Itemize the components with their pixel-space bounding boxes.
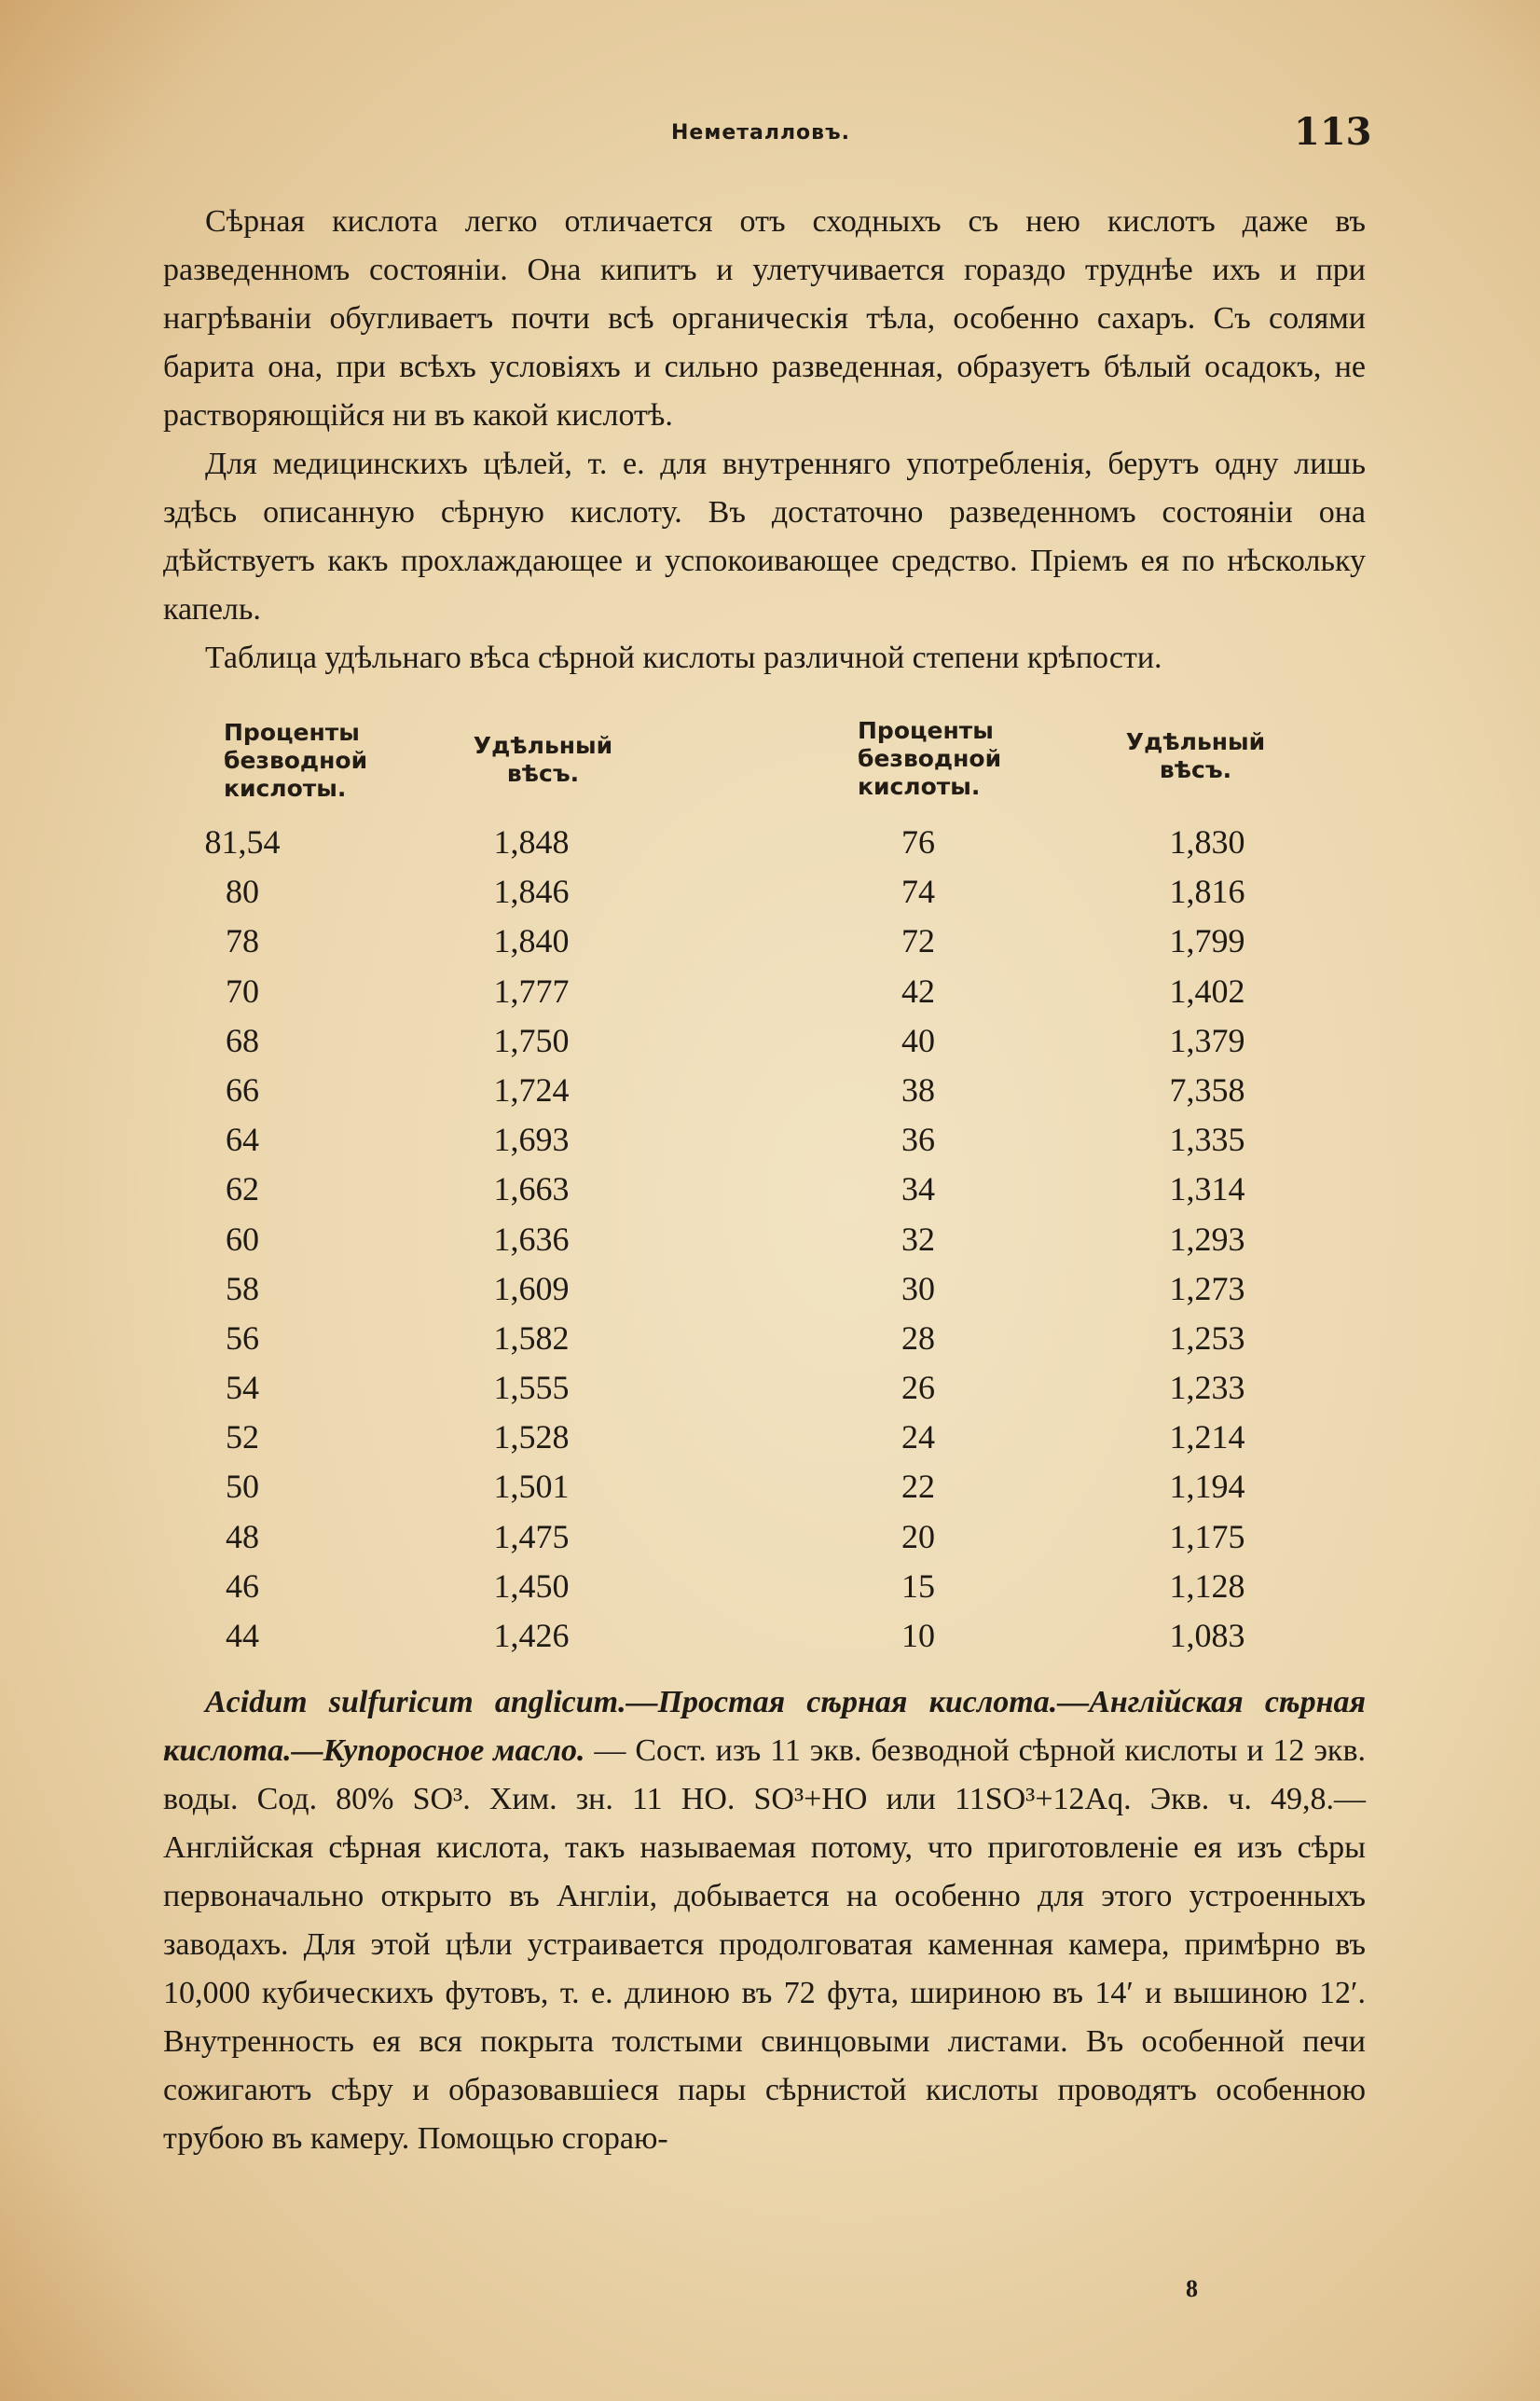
percent-left-cell: 54 xyxy=(226,1369,259,1407)
percent-right-cell: 15 xyxy=(901,1566,935,1605)
percent-left-cell: 56 xyxy=(226,1318,259,1357)
percent-left-cell: 48 xyxy=(226,1517,259,1555)
percent-right-cell: 28 xyxy=(901,1318,935,1357)
sg-left-cell: 1,693 xyxy=(493,1121,570,1159)
percent-right-cell: 76 xyxy=(901,823,935,861)
percent-right-cell: 34 xyxy=(901,1170,935,1208)
percent-left-cell: 46 xyxy=(226,1566,259,1605)
sg-right-cell: 1,194 xyxy=(1169,1468,1245,1506)
sg-left-cell: 1,848 xyxy=(493,823,570,861)
percent-left-cell: 50 xyxy=(226,1468,259,1506)
sg-left-cell: 1,501 xyxy=(493,1468,570,1506)
sg-right-cell: 1,379 xyxy=(1169,1021,1245,1059)
signature-mark: 8 xyxy=(1186,2275,1198,2302)
percent-left-cell: 81,54 xyxy=(204,823,281,861)
table-row xyxy=(163,1413,1366,1462)
sg-left-cell: 1,426 xyxy=(493,1617,570,1654)
table-title: Таблица удѣльнаго вѣса сѣрной кислоты различной степени крѣпости. xyxy=(205,641,1162,675)
sg-right-cell: 1,253 xyxy=(1169,1318,1245,1357)
percent-right-cell: 74 xyxy=(901,873,935,911)
table-row xyxy=(163,1562,1366,1611)
sg-right-cell: 1,214 xyxy=(1169,1418,1245,1456)
percent-right-cell: 30 xyxy=(901,1269,935,1307)
sg-left-cell: 1,582 xyxy=(493,1318,570,1357)
percent-right-cell: 32 xyxy=(901,1220,935,1258)
sg-right-cell: 1,083 xyxy=(1169,1617,1245,1654)
running-head: Неметалловъ. xyxy=(671,121,850,145)
table-row xyxy=(163,867,1366,917)
percent-right-cell: 10 xyxy=(901,1617,935,1654)
table-row xyxy=(163,1115,1366,1165)
percent-right-cell: 20 xyxy=(901,1517,935,1555)
sg-right-cell: 1,128 xyxy=(1169,1566,1245,1605)
table-row xyxy=(163,1016,1366,1066)
sg-right-cell: 1,830 xyxy=(1169,823,1245,861)
table-row xyxy=(163,1462,1366,1511)
percent-right-cell: 42 xyxy=(901,972,935,1010)
sg-right-cell: 1,816 xyxy=(1169,873,1245,911)
sg-left-cell: 1,663 xyxy=(493,1170,570,1208)
sg-left-cell: 1,528 xyxy=(493,1418,570,1456)
sg-right-cell: 1,175 xyxy=(1169,1517,1245,1555)
table-row xyxy=(163,1363,1366,1413)
percent-left-cell: 66 xyxy=(226,1070,259,1109)
percent-left-cell: 58 xyxy=(226,1269,259,1307)
percent-right-cell: 26 xyxy=(901,1369,935,1407)
sg-left-cell: 1,609 xyxy=(493,1269,570,1307)
sg-right-cell: 1,314 xyxy=(1169,1170,1245,1208)
percent-left-cell: 70 xyxy=(226,972,259,1010)
table-header xyxy=(163,713,1366,816)
percent-left-cell: 52 xyxy=(226,1418,259,1456)
header-percent-right: Проценты безводной кислоты. xyxy=(858,717,1002,800)
table-row xyxy=(163,917,1366,966)
percent-left-cell: 80 xyxy=(226,873,259,911)
percent-right-cell: 36 xyxy=(901,1121,935,1159)
header-sg-right: Удѣльный вѣсъ. xyxy=(1125,728,1266,783)
paragraph-3-lead: Acidum sulfuricum anglicum.—Простая сѣрная кислота.—Англійская сѣрная кислота.—Купоросное масло. xyxy=(163,1685,1366,1768)
sg-left-cell: 1,777 xyxy=(493,972,570,1010)
percent-left-cell: 44 xyxy=(226,1617,259,1654)
table-row xyxy=(163,1066,1366,1115)
sg-left-cell: 1,750 xyxy=(493,1021,570,1059)
intro-text xyxy=(163,198,1366,683)
sg-left-cell: 1,555 xyxy=(493,1369,570,1407)
paragraph-1: Сѣрная кислота легко отличается отъ сходныхъ съ нею кислотъ даже въ разведенномъ состояніи. Она кипитъ и улетучивается гораздо труднѣе ихъ и при нагрѣваніи обугливаетъ почти всѣ органическія тѣла, особенно сахаръ. Съ солями барита она, при всѣхъ условіяхъ и сильно разведенная, образуетъ бѣлый осадокъ, не растворяющійся ни въ какой кислотѣ. xyxy=(163,204,1366,433)
percent-left-cell: 60 xyxy=(226,1220,259,1258)
sg-left-cell: 1,840 xyxy=(493,922,570,960)
percent-right-cell: 72 xyxy=(901,922,935,960)
specific-gravity-table xyxy=(163,713,1366,1654)
acidum-section xyxy=(163,1678,1366,2163)
paragraph-2: Для медицинскихъ цѣлей, т. е. для внутренняго употребленія, берутъ одну лишь здѣсь описанную сѣрную кислоту. Въ достаточно разведенномъ состояніи она дѣйствуетъ какъ прохлаждающее и успокоивающее средство. Пріемъ ея по нѣскольку капель. xyxy=(163,447,1366,627)
sg-right-cell: 1,233 xyxy=(1169,1369,1245,1407)
sg-right-cell: 1,335 xyxy=(1169,1121,1245,1159)
table-row xyxy=(163,1165,1366,1214)
percent-left-cell: 62 xyxy=(226,1170,259,1208)
percent-right-cell: 22 xyxy=(901,1468,935,1506)
page-header xyxy=(0,110,1540,157)
sg-left-cell: 1,846 xyxy=(493,873,570,911)
sg-left-cell: 1,450 xyxy=(493,1566,570,1605)
header-percent-left: Проценты безводной кислоты. xyxy=(224,719,368,802)
table-row xyxy=(163,1512,1366,1562)
table-body xyxy=(163,818,1366,1661)
sg-left-cell: 1,636 xyxy=(493,1220,570,1258)
table-row xyxy=(163,1264,1366,1314)
sg-right-cell: 1,799 xyxy=(1169,922,1245,960)
percent-left-cell: 78 xyxy=(226,922,259,960)
header-sg-left: Удѣльный вѣсъ. xyxy=(473,732,613,787)
percent-left-cell: 68 xyxy=(226,1021,259,1059)
table-row xyxy=(163,1215,1366,1264)
table-row xyxy=(163,967,1366,1016)
page-number: 113 xyxy=(1294,110,1372,154)
table-row xyxy=(163,1314,1366,1363)
sg-right-cell: 1,402 xyxy=(1169,972,1245,1010)
sg-left-cell: 1,724 xyxy=(493,1070,570,1109)
percent-right-cell: 40 xyxy=(901,1021,935,1059)
sg-left-cell: 1,475 xyxy=(493,1517,570,1555)
sg-right-cell: 1,293 xyxy=(1169,1220,1245,1258)
sg-right-cell: 1,273 xyxy=(1169,1269,1245,1307)
table-row xyxy=(163,818,1366,867)
percent-right-cell: 24 xyxy=(901,1418,935,1456)
percent-left-cell: 64 xyxy=(226,1121,259,1159)
sg-right-cell: 7,358 xyxy=(1169,1070,1245,1109)
paragraph-3 xyxy=(163,1678,1366,2163)
paragraph-3-rest: — Сост. изъ 11 экв. безводной сѣрной кислоты и 12 экв. воды. Сод. 80% SO³. Хим. зн. 11 HO. SO³+HO или 11SO³+12Aq. Экв. ч. 49,8.—Англійская сѣрная кислота, такъ называемая потому, что приготовленіе ея изъ сѣры первоначально открыто въ Англіи, добывается на особенно для этого устроенныхъ заводахъ. Для этой цѣли устраивается продолговатая каменная камера, примѣрно въ 10,000 кубическихъ футовъ, т. е. длиною въ 72 фута, шириною въ 14′ и вышиною 12′. Внутренность ея вся покрыта толстыми свинцовыми листами. Въ особенной печи сожигаютъ сѣру и образовавшіеся пары сѣрнистой кислоты проводятъ особенною трубою въ камеру. Помощью сгораю- xyxy=(163,1733,1366,2156)
percent-right-cell: 38 xyxy=(901,1070,935,1109)
table-row xyxy=(163,1611,1366,1661)
